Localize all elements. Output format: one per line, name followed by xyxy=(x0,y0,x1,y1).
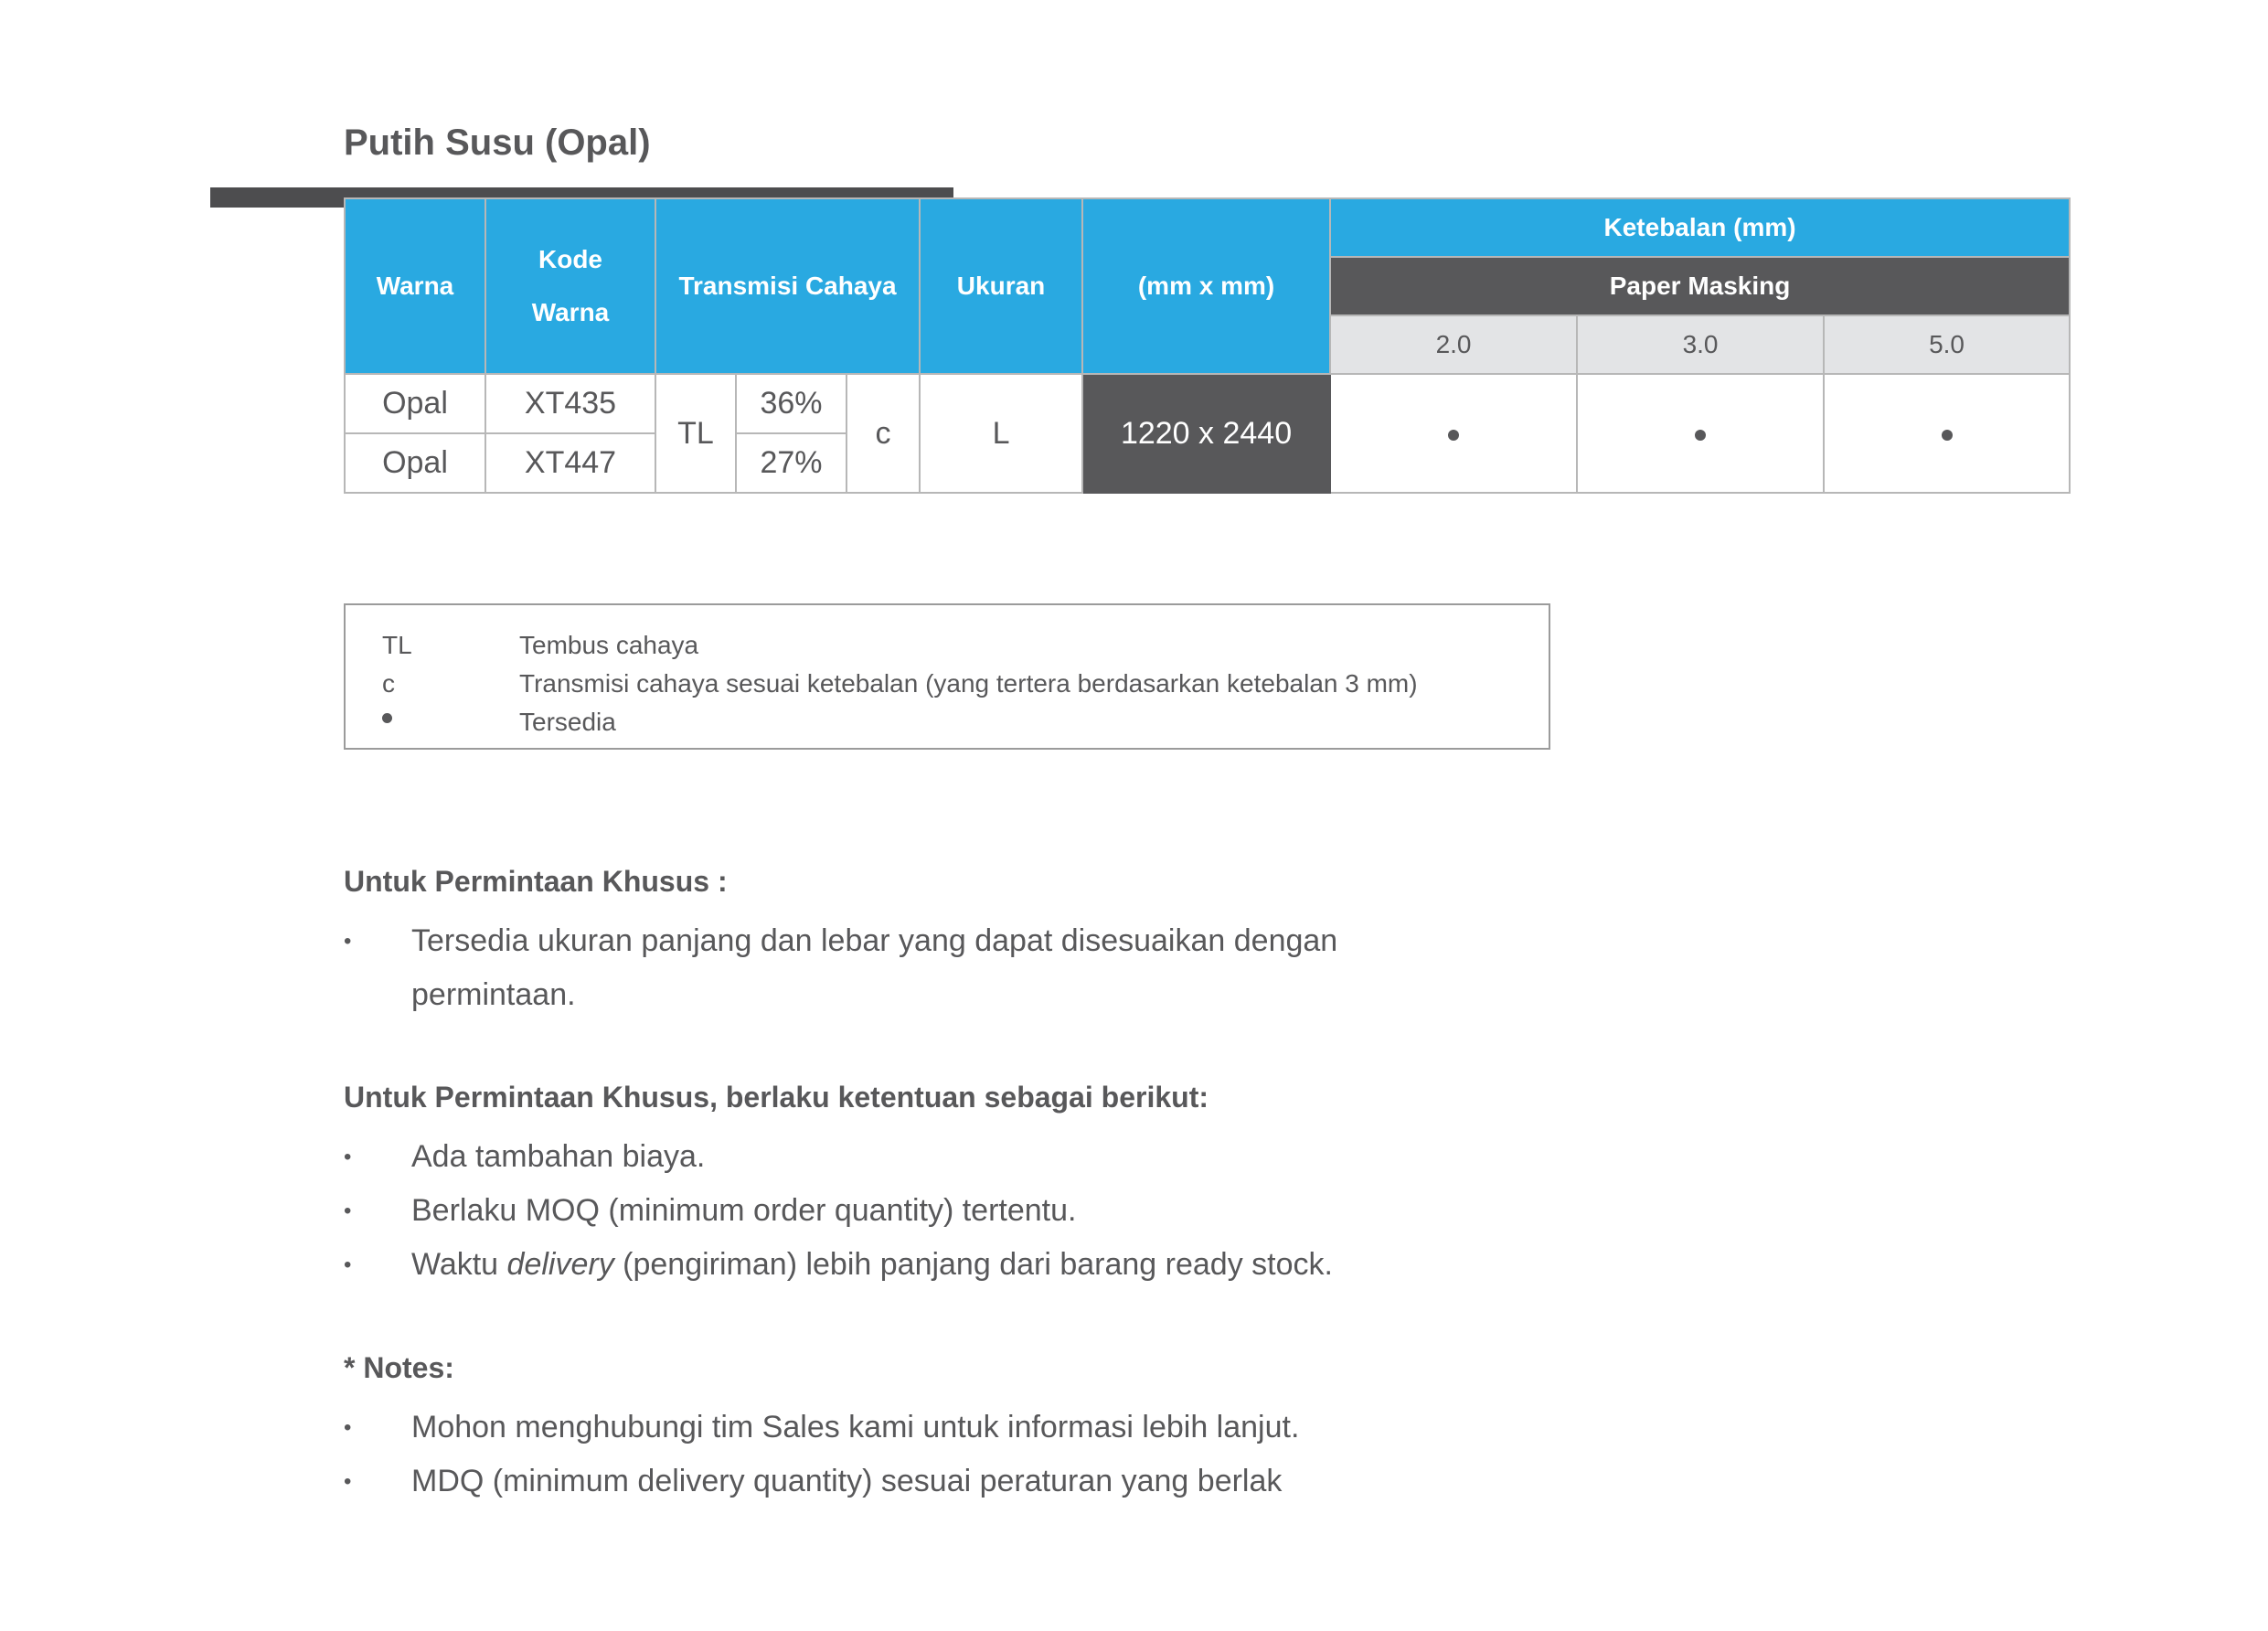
legend-text: Tersedia xyxy=(519,708,616,736)
list-item-text: Berlaku MOQ (minimum order quantity) tertentu. xyxy=(411,1193,1077,1228)
spec-table xyxy=(344,197,2071,494)
dot-icon xyxy=(1695,430,1706,441)
legend-key: TL xyxy=(382,631,412,659)
special-request-section xyxy=(344,861,1898,1022)
bullet-icon: • xyxy=(344,929,352,954)
legend-text: Transmisi cahaya sesuai ketebalan (yang tertera berdasarkan ketebalan 3 mm) xyxy=(519,669,1418,698)
legend-box xyxy=(344,603,1550,750)
cell-availability-5 xyxy=(1824,374,2070,493)
list-item-text: MDQ (minimum delivery quantity) sesuai peraturan yang berlak xyxy=(411,1464,1283,1498)
bullet-icon: • xyxy=(344,1469,352,1494)
header-paper-masking: Paper Masking xyxy=(1330,257,2070,315)
list-item xyxy=(344,1238,1463,1292)
header-kode-line1: Kode xyxy=(538,245,602,273)
cell-warna: Opal xyxy=(345,433,485,493)
cell-percent: 27% xyxy=(736,433,847,493)
list-item-text: Ada tambahan biaya. xyxy=(411,1139,706,1174)
list-item xyxy=(344,914,1380,1022)
list-item-text-emphasis: delivery xyxy=(506,1247,614,1282)
header-ukuran: Ukuran xyxy=(920,198,1082,374)
cell-percent: 36% xyxy=(736,374,847,433)
header-thickness-3: 3.0 xyxy=(1577,315,1824,374)
cell-ukuran: L xyxy=(920,374,1082,493)
header-ketebalan: Ketebalan (mm) xyxy=(1330,198,2070,257)
cell-dimensions: 1220 x 2440 xyxy=(1082,374,1330,493)
list-item-text: Tersedia ukuran panjang dan lebar yang dapat disesuaikan dengan permintaan. xyxy=(411,923,1338,1012)
terms-heading: Untuk Permintaan Khusus, berlaku ketentuan sebagai berikut: xyxy=(344,1081,1209,1114)
legend-text: Tembus cahaya xyxy=(519,631,699,659)
list-item-text-pre: Waktu xyxy=(411,1247,507,1282)
header-kode-warna xyxy=(485,198,655,374)
cell-transmisi-note: c xyxy=(847,374,920,493)
list-item xyxy=(344,1455,1463,1508)
cell-kode: XT435 xyxy=(485,374,655,433)
header-mm: (mm x mm) xyxy=(1082,198,1330,374)
cell-warna: Opal xyxy=(345,374,485,433)
cell-availability-3 xyxy=(1577,374,1824,493)
notes-section xyxy=(344,1348,1898,1508)
header-kode-line2: Warna xyxy=(531,298,610,326)
list-item-text: Mohon menghubungi tim Sales kami untuk informasi lebih lanjut. xyxy=(411,1410,1300,1444)
terms-list xyxy=(344,1130,1898,1292)
notes-list xyxy=(344,1401,1898,1508)
list-item-text-post: (pengiriman) lebih panjang dari barang ready stock. xyxy=(613,1247,1333,1282)
header-thickness-2: 2.0 xyxy=(1330,315,1577,374)
page-title: Putih Susu (Opal) xyxy=(344,123,651,163)
header-warna: Warna xyxy=(345,198,485,374)
cell-kode: XT447 xyxy=(485,433,655,493)
dot-icon xyxy=(1942,430,1953,441)
terms-section xyxy=(344,1077,1898,1292)
notes-heading: * Notes: xyxy=(344,1351,454,1384)
bullet-icon: • xyxy=(344,1145,352,1169)
legend-key: c xyxy=(382,669,395,698)
bullet-icon: • xyxy=(344,1199,352,1223)
list-item xyxy=(344,1130,1463,1184)
dot-icon xyxy=(1448,430,1459,441)
header-transmisi-cahaya: Transmisi Cahaya xyxy=(655,198,920,374)
dot-icon xyxy=(382,713,392,723)
header-thickness-5: 5.0 xyxy=(1824,315,2070,374)
list-item xyxy=(344,1401,1463,1455)
list-item xyxy=(344,1184,1463,1238)
bullet-icon: • xyxy=(344,1253,352,1277)
table-row xyxy=(345,374,2070,433)
cell-transmisi-type: TL xyxy=(655,374,736,493)
special-request-heading: Untuk Permintaan Khusus : xyxy=(344,865,728,898)
cell-availability-2 xyxy=(1330,374,1577,493)
special-request-list xyxy=(344,914,1898,1022)
bullet-icon: • xyxy=(344,1415,352,1440)
